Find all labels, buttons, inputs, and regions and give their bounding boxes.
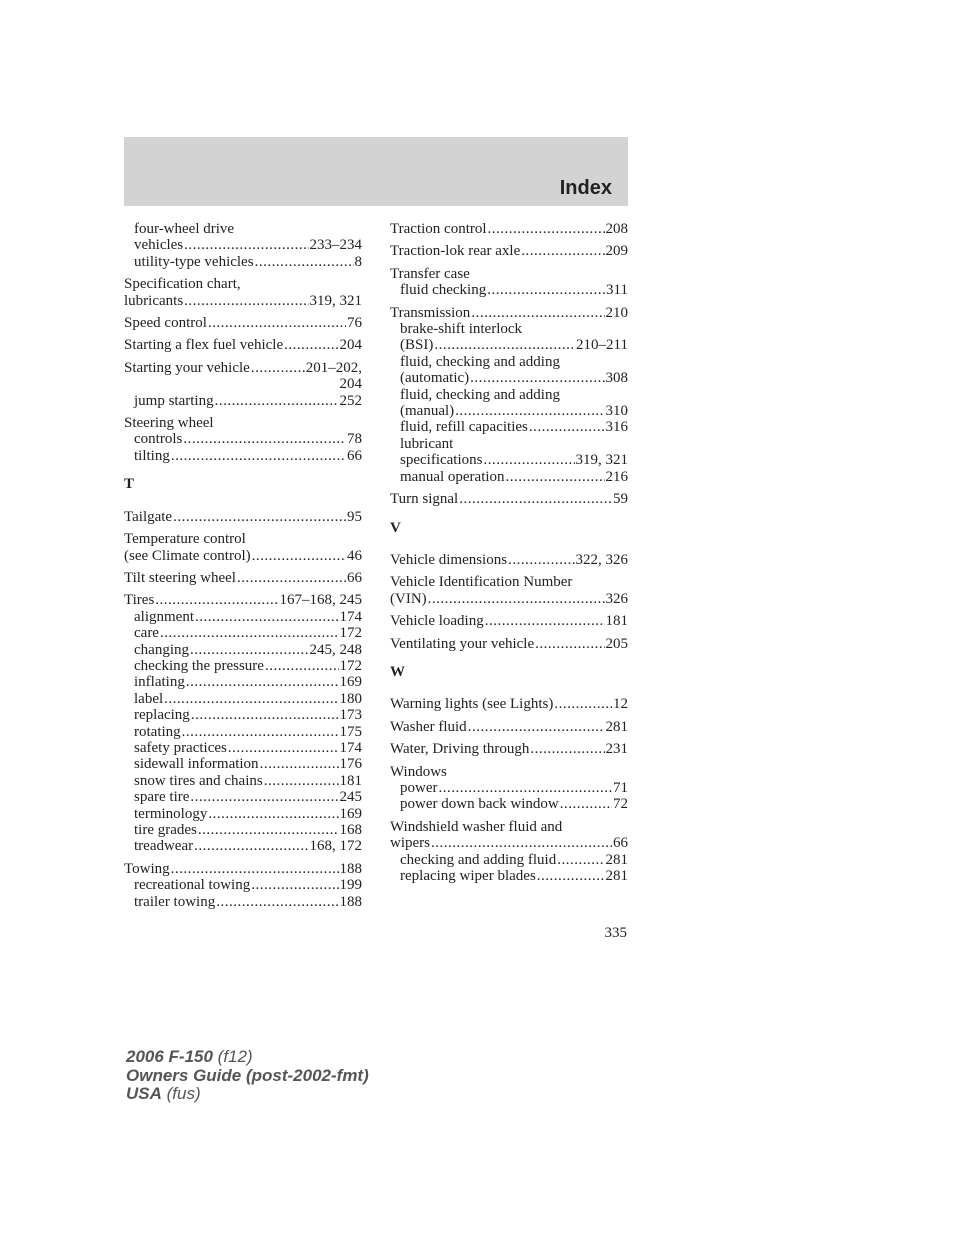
index-page-ref: 252 xyxy=(339,392,362,409)
dot-leader xyxy=(537,868,605,884)
dot-leader xyxy=(530,741,604,757)
index-term: Washer fluid xyxy=(390,718,467,735)
index-subentry-line xyxy=(124,789,362,805)
index-entry-line xyxy=(390,636,628,652)
index-entry xyxy=(390,574,628,607)
index-term: manual operation xyxy=(400,468,505,485)
index-entry-line xyxy=(124,276,362,292)
dot-leader xyxy=(173,509,346,525)
dot-leader xyxy=(208,315,346,331)
index-entry-line xyxy=(390,719,628,735)
index-page-ref: 78 xyxy=(347,431,362,448)
dot-leader xyxy=(506,469,605,485)
index-term: checking the pressure xyxy=(134,657,264,674)
index-term: Tilt steering wheel xyxy=(124,569,236,586)
index-subentry-line xyxy=(390,419,628,435)
index-entry xyxy=(390,266,628,299)
index-term: power down back window xyxy=(400,796,559,813)
index-section-letter: T xyxy=(124,476,135,493)
index-entry xyxy=(390,243,628,259)
index-entry xyxy=(390,819,628,885)
dot-leader xyxy=(471,305,604,321)
index-subentry-line xyxy=(124,625,362,641)
dot-leader xyxy=(554,696,612,712)
index-subentry-line xyxy=(390,354,628,370)
dot-leader xyxy=(228,740,339,756)
dot-leader xyxy=(184,237,308,253)
index-subentry-line xyxy=(124,674,362,690)
index-entry-line xyxy=(124,509,362,525)
index-term: snow tires and chains xyxy=(134,772,263,789)
section-title: Index xyxy=(559,177,612,199)
index-term: utility-type vehicles xyxy=(134,253,254,270)
index-page-ref: 71 xyxy=(613,779,628,796)
dot-leader xyxy=(485,613,605,629)
index-page-ref: 168 xyxy=(339,822,362,838)
index-subentry-line xyxy=(124,658,362,674)
index-subentry-line xyxy=(124,740,362,756)
index-page-ref: 204 xyxy=(339,376,362,393)
index-term: checking and adding fluid xyxy=(400,851,557,868)
dot-leader xyxy=(251,877,338,893)
section-header xyxy=(124,137,628,206)
index-entry-line xyxy=(390,491,628,507)
index-entry xyxy=(390,764,628,813)
index-subentry-line xyxy=(390,469,628,485)
index-entry-line xyxy=(124,570,362,586)
dot-leader xyxy=(190,642,309,658)
dot-leader xyxy=(194,838,308,854)
index-term: fluid, checking and adding xyxy=(400,353,560,370)
index-term: Transfer case xyxy=(390,265,470,282)
dot-leader xyxy=(186,674,339,690)
index-entry xyxy=(124,570,362,586)
index-term: (BSI) xyxy=(400,337,434,354)
index-term: Turn signal xyxy=(390,491,459,508)
index-subentry-line xyxy=(390,387,628,403)
index-subentry-line xyxy=(124,724,362,740)
index-page-ref: 319, 321 xyxy=(309,292,362,309)
index-term: Starting your vehicle xyxy=(124,359,250,376)
index-term: four-wheel drive xyxy=(134,221,235,237)
index-subentry-line xyxy=(390,321,628,337)
dot-leader xyxy=(431,835,612,851)
dot-leader xyxy=(164,691,338,707)
index-page-ref: 174 xyxy=(339,608,362,625)
index-page-ref: 188 xyxy=(339,893,362,910)
index-term: label xyxy=(134,690,164,707)
index-entry-line xyxy=(124,376,362,392)
index-page-ref: 208 xyxy=(605,221,628,237)
dot-leader xyxy=(182,724,339,740)
index-page-ref: 46 xyxy=(347,547,362,564)
index-page-ref: 281 xyxy=(605,718,628,735)
index-term: inflating xyxy=(134,674,185,691)
index-term: jump starting xyxy=(134,392,214,409)
index-entry-line xyxy=(124,531,362,547)
index-page-ref: 167–168, 245 xyxy=(279,592,362,609)
page-number: 335 xyxy=(604,925,627,941)
index-entry xyxy=(124,415,362,464)
index-subentry-line xyxy=(390,780,628,796)
index-page-ref: 168, 172 xyxy=(309,838,362,855)
index-term: recreational towing xyxy=(134,877,251,894)
index-term: vehicles xyxy=(134,237,184,254)
index-subentry-line xyxy=(390,436,628,452)
index-subentry-line xyxy=(124,707,362,723)
index-page-ref: 66 xyxy=(613,835,628,852)
index-page-ref: 173 xyxy=(339,707,362,724)
index-entry-line xyxy=(390,221,628,237)
index-subentry-line xyxy=(124,609,362,625)
dot-leader xyxy=(284,337,338,353)
index-term: Ventilating your vehicle xyxy=(390,635,535,652)
index-page-ref: 231 xyxy=(605,741,628,758)
index-entry xyxy=(124,276,362,309)
index-entry-line xyxy=(124,548,362,564)
index-term: Vehicle loading xyxy=(390,613,484,630)
index-page-ref: 172 xyxy=(339,657,362,674)
index-page-ref: 233–234 xyxy=(309,237,362,254)
index-subentry-line xyxy=(124,254,362,270)
index-page-ref: 245 xyxy=(339,789,362,806)
index-term: (see Climate control) xyxy=(124,547,251,564)
index-term: alignment xyxy=(134,608,194,625)
dot-leader xyxy=(455,403,604,419)
index-subentry-line xyxy=(124,838,362,854)
index-column-right xyxy=(390,221,628,890)
index-term: tire grades xyxy=(134,822,197,838)
index-page-ref: 205 xyxy=(605,635,628,652)
index-entry xyxy=(124,221,362,270)
index-term: Tires xyxy=(124,592,155,609)
dot-leader xyxy=(191,707,339,723)
index-term: wipers xyxy=(390,835,430,852)
dot-leader xyxy=(535,636,604,652)
index-term: care xyxy=(134,625,159,642)
index-entry-line xyxy=(390,696,628,712)
dot-leader xyxy=(434,337,575,353)
index-entry-line xyxy=(124,337,362,353)
dot-leader xyxy=(508,552,574,568)
index-subentry-line xyxy=(124,448,362,464)
dot-leader xyxy=(183,431,346,447)
dot-leader xyxy=(470,370,604,386)
index-page-ref: 322, 326 xyxy=(575,551,628,568)
index-term: tilting xyxy=(134,447,170,464)
index-entry xyxy=(390,305,628,485)
index-page-ref: 311 xyxy=(606,282,628,299)
index-page-ref: 12 xyxy=(613,696,628,713)
index-entry xyxy=(390,719,628,735)
index-entry-line xyxy=(390,764,628,780)
index-subentry-line xyxy=(124,393,362,409)
index-page-ref: 8 xyxy=(354,253,362,270)
index-term: brake-shift interlock xyxy=(400,321,523,338)
index-term: controls xyxy=(134,431,183,448)
index-subentry-line xyxy=(390,337,628,353)
index-page-ref: 169 xyxy=(339,674,362,691)
index-page-ref: 209 xyxy=(605,243,628,260)
index-term: terminology xyxy=(134,805,208,822)
index-subentry-line xyxy=(124,806,362,822)
dot-leader xyxy=(190,789,338,805)
index-term: Traction control xyxy=(390,221,487,237)
index-page-ref: 308 xyxy=(605,370,628,387)
index-subentry-line xyxy=(124,642,362,658)
index-term: Tailgate xyxy=(124,508,173,525)
dot-leader xyxy=(255,254,354,270)
index-page-ref: 174 xyxy=(339,739,362,756)
index-page-ref: 72 xyxy=(613,796,628,813)
index-page-ref: 76 xyxy=(347,315,362,332)
footer-market: USA xyxy=(126,1084,162,1103)
dot-leader xyxy=(439,780,613,796)
index-entry xyxy=(124,592,362,855)
index-page-ref: 216 xyxy=(605,468,628,485)
index-entry xyxy=(390,636,628,652)
index-term: Speed control xyxy=(124,315,207,332)
dot-leader xyxy=(237,570,346,586)
footer-model-code: (f12) xyxy=(212,1047,253,1066)
index-term: Windshield washer fluid and xyxy=(390,818,563,835)
index-entry-line xyxy=(390,591,628,607)
index-entry-line xyxy=(390,574,628,590)
index-term: Water, Driving through xyxy=(390,741,530,758)
index-entry xyxy=(390,741,628,757)
dot-leader xyxy=(459,491,612,507)
index-term: treadwear xyxy=(134,838,194,855)
index-page-ref: 210–211 xyxy=(576,337,628,354)
dot-leader xyxy=(155,592,278,608)
dot-leader xyxy=(468,719,605,735)
dot-leader xyxy=(560,796,612,812)
index-page-ref: 281 xyxy=(605,851,628,868)
footer-model: 2006 F-150 xyxy=(126,1047,213,1066)
dot-leader xyxy=(215,393,339,409)
index-entry-line xyxy=(390,741,628,757)
index-term: Starting a flex fuel vehicle xyxy=(124,337,284,354)
index-entry xyxy=(390,696,628,712)
index-subentry-line xyxy=(390,852,628,868)
dot-leader xyxy=(260,756,339,772)
index-term: changing xyxy=(134,641,189,658)
index-page-ref: 180 xyxy=(339,690,362,707)
dot-leader xyxy=(483,452,574,468)
index-term: fluid, refill capacities xyxy=(400,419,528,436)
index-page-ref: 199 xyxy=(339,877,362,894)
index-term: Temperature control xyxy=(124,531,246,548)
index-entry-line xyxy=(390,266,628,282)
index-page-ref: 95 xyxy=(347,508,362,525)
index-entry xyxy=(390,613,628,629)
index-subentry-line xyxy=(390,403,628,419)
index-page-ref: 169 xyxy=(339,805,362,822)
dot-leader xyxy=(171,448,346,464)
index-subentry-line xyxy=(390,868,628,884)
index-subentry-line xyxy=(124,221,362,237)
index-entry-line xyxy=(124,360,362,376)
index-term: fluid, checking and adding xyxy=(400,386,560,403)
document-footer xyxy=(126,1048,369,1104)
index-term: (manual) xyxy=(400,403,455,420)
index-term: trailer towing xyxy=(134,893,216,910)
index-term: Towing xyxy=(124,860,170,877)
footer-market-code: (fus) xyxy=(161,1084,201,1103)
index-subentry-line xyxy=(124,822,362,838)
index-section-letter: V xyxy=(390,519,401,536)
index-page-ref: 181 xyxy=(605,613,628,630)
index-term: safety practices xyxy=(134,739,227,756)
footer-guide: Owners Guide (post-2002-fmt) xyxy=(126,1065,369,1085)
index-page-ref: 204 xyxy=(339,337,362,354)
index-subentry-line xyxy=(124,237,362,253)
index-page-ref: 181 xyxy=(339,772,362,789)
dot-leader xyxy=(171,861,339,877)
index-entry-line xyxy=(124,861,362,877)
dot-leader xyxy=(252,548,346,564)
index-entry xyxy=(124,315,362,331)
index-page-ref: 316 xyxy=(605,419,628,436)
index-page-ref: 66 xyxy=(347,569,362,586)
index-page-ref: 319, 321 xyxy=(575,452,628,469)
index-column-left xyxy=(124,221,362,916)
index-page-ref: 245, 248 xyxy=(309,641,362,658)
index-term: lubricant xyxy=(400,435,454,452)
index-page-ref: 66 xyxy=(347,447,362,464)
index-entry-line xyxy=(390,613,628,629)
index-entry-line xyxy=(390,552,628,568)
index-term: Vehicle Identification Number xyxy=(390,574,573,591)
dot-leader xyxy=(160,625,339,641)
index-term: (automatic) xyxy=(400,370,470,387)
index-entry xyxy=(390,552,628,568)
index-entry xyxy=(124,861,362,910)
index-subentry-line xyxy=(124,894,362,910)
index-page-ref: 281 xyxy=(605,868,628,884)
index-page-ref: 176 xyxy=(339,756,362,773)
index-section-letter: W xyxy=(390,663,405,680)
index-entry-line xyxy=(124,315,362,331)
index-subentry-line xyxy=(124,431,362,447)
dot-leader xyxy=(208,806,338,822)
dot-leader xyxy=(184,293,308,309)
index-term: Vehicle dimensions xyxy=(390,551,508,568)
index-entry-line xyxy=(390,305,628,321)
index-page-ref: 310 xyxy=(605,403,628,420)
dot-leader xyxy=(216,894,338,910)
index-term: fluid checking xyxy=(400,282,487,299)
index-term: Warning lights (see Lights) xyxy=(390,696,554,713)
dot-leader xyxy=(488,221,605,237)
index-entry-line xyxy=(390,835,628,851)
index-subentry-line xyxy=(390,282,628,298)
index-subentry-line xyxy=(124,756,362,772)
index-term: Windows xyxy=(390,763,447,780)
index-entry-line xyxy=(124,415,362,431)
index-page-ref: 59 xyxy=(613,491,628,508)
index-page-ref: 188 xyxy=(339,860,362,877)
index-entry xyxy=(124,360,362,409)
dot-leader xyxy=(195,609,339,625)
dot-leader xyxy=(521,243,604,259)
index-page-ref: 175 xyxy=(339,723,362,740)
index-subentry-line xyxy=(390,452,628,468)
index-term: Traction-lok rear axle xyxy=(390,243,521,260)
index-term: specifications xyxy=(400,452,483,469)
index-term: Steering wheel xyxy=(124,415,214,432)
index-term: lubricants xyxy=(124,292,184,309)
index-page-ref: 201–202, xyxy=(305,359,362,376)
index-entry xyxy=(390,491,628,507)
index-entry-line xyxy=(390,243,628,259)
index-subentry-line xyxy=(124,877,362,893)
dot-leader xyxy=(487,282,605,298)
index-subentry-line xyxy=(390,796,628,812)
index-subentry-line xyxy=(390,370,628,386)
index-term: replacing xyxy=(134,707,190,724)
dot-leader xyxy=(428,591,605,607)
dot-leader xyxy=(557,852,604,868)
dot-leader xyxy=(198,822,339,838)
index-entry-line xyxy=(124,592,362,608)
dot-leader xyxy=(264,773,339,789)
index-page-ref: 172 xyxy=(339,625,362,642)
index-subentry-line xyxy=(124,691,362,707)
index-entry xyxy=(124,531,362,564)
index-entry xyxy=(124,509,362,525)
index-entry-line xyxy=(390,819,628,835)
index-subentry-line xyxy=(124,773,362,789)
dot-leader xyxy=(251,360,305,376)
index-term: power xyxy=(400,779,438,796)
index-page-ref: 210 xyxy=(605,304,628,321)
index-term: Transmission xyxy=(390,304,471,321)
index-entry xyxy=(124,337,362,353)
index-term: (VIN) xyxy=(390,590,427,607)
dot-leader xyxy=(529,419,605,435)
index-entry-line xyxy=(124,293,362,309)
index-term: rotating xyxy=(134,723,181,740)
index-term: sidewall information xyxy=(134,756,259,773)
index-entry xyxy=(390,221,628,237)
index-term: spare tire xyxy=(134,789,190,806)
index-page-ref: 326 xyxy=(605,590,628,607)
index-term: replacing wiper blades xyxy=(400,868,536,884)
dot-leader xyxy=(265,658,339,674)
index-term: Specification chart, xyxy=(124,276,241,293)
